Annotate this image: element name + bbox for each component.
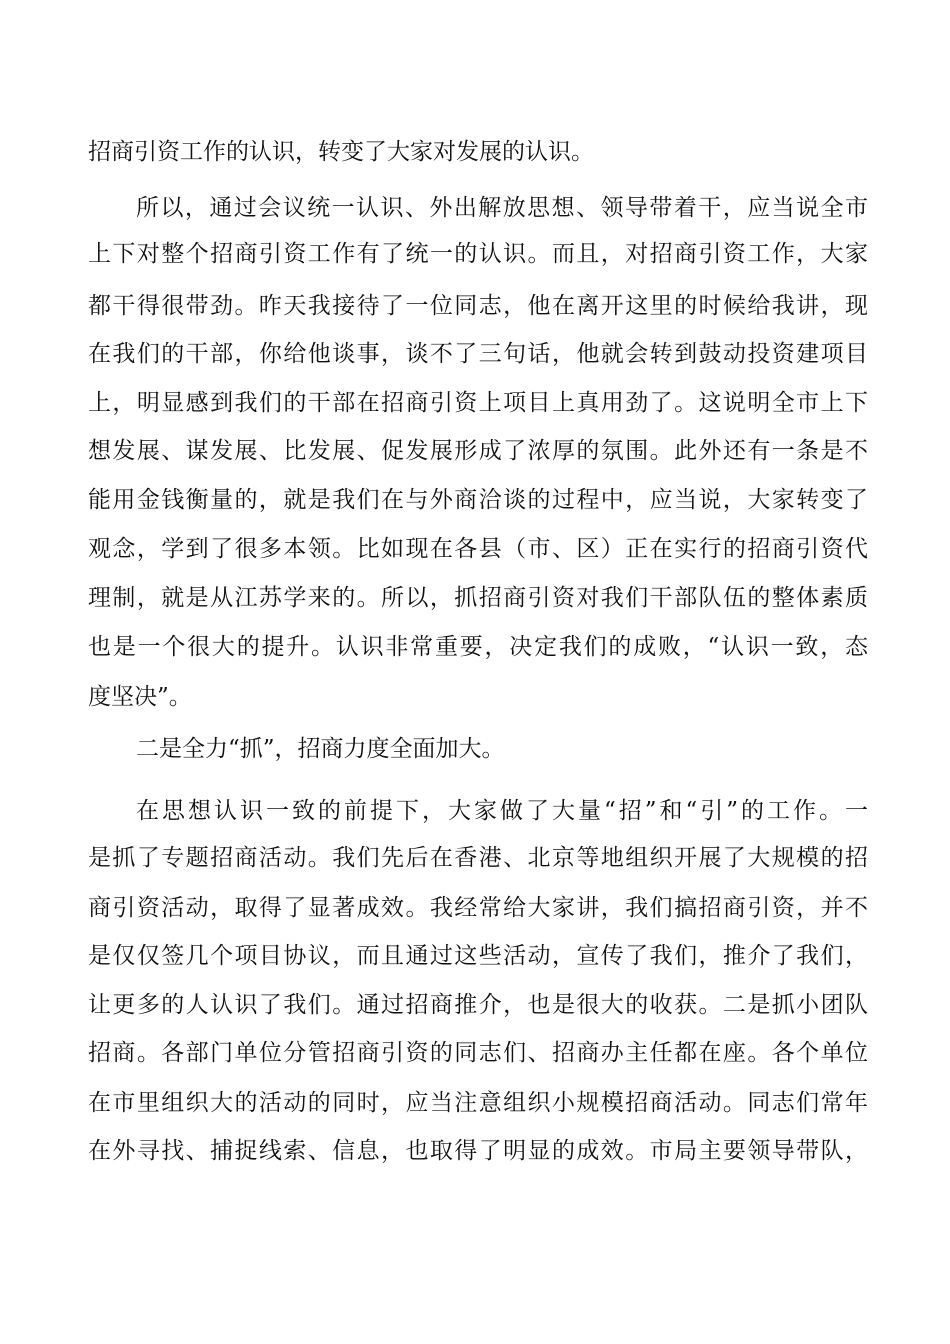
text-line: 所以，通过会议统一认识、外出解放思想、领导带着干，应当说全市 xyxy=(136,195,868,221)
section-heading: 二是全力“抓”，招商力度全面加大。 xyxy=(136,736,505,762)
text-line: 招商引资工作的认识，转变了大家对发展的认识。 xyxy=(88,139,594,165)
text-line: 上下对整个招商引资工作有了统一的认识。而且，对招商引资工作，大家 xyxy=(88,241,868,267)
text-line: 商引资活动，取得了显著成效。我经常给大家讲，我们搞招商引资，并不 xyxy=(88,895,868,921)
text-line: 都干得很带劲。昨天我接待了一位同志，他在离开这里的时候给我讲，现 xyxy=(88,293,868,319)
text-line: 让更多的人认识了我们。通过招商推介，也是很大的收获。二是抓小团队 xyxy=(88,992,868,1018)
text-line: 是仅仅签几个项目协议，而且通过这些活动，宣传了我们，推介了我们， xyxy=(88,943,868,969)
text-line: 能用金钱衡量的，就是我们在与外商洽谈的过程中，应当说，大家转变了 xyxy=(88,487,868,513)
text-line: 是抓了专题招商活动。我们先后在香港、北京等地组织开展了大规模的招 xyxy=(88,845,868,871)
text-line: 也是一个很大的提升。认识非常重要，决定我们的成败，“认识一致，态 xyxy=(88,634,868,660)
text-line: 理制，就是从江苏学来的。所以，抓招商引资对我们干部队伍的整体素质 xyxy=(88,585,868,611)
text-line: 观念，学到了很多本领。比如现在各县（市、区）正在实行的招商引资代 xyxy=(88,536,868,562)
text-line: 在思想认识一致的前提下，大家做了大量“招”和“引”的工作。一 xyxy=(136,798,868,824)
text-line: 上，明显感到我们的干部在招商引资上项目上真用劲了。这说明全市上下 xyxy=(88,390,868,416)
text-line: 在我们的干部，你给他谈事，谈不了三句话，他就会转到鼓动投资建项目 xyxy=(88,341,868,367)
text-line: 在市里组织大的活动的同时，应当注意组织小规模招商活动。同志们常年 xyxy=(88,1090,868,1116)
text-line: 招商。各部门单位分管招商引资的同志们、招商办主任都在座。各个单位 xyxy=(88,1040,868,1066)
text-line: 度坚决”。 xyxy=(88,684,192,710)
text-line: 想发展、谋发展、比发展、促发展形成了浓厚的氛围。此外还有一条是不 xyxy=(88,438,868,464)
text-line: 在外寻找、捕捉线索、信息，也取得了明显的成效。市局主要领导带队， xyxy=(88,1138,868,1164)
